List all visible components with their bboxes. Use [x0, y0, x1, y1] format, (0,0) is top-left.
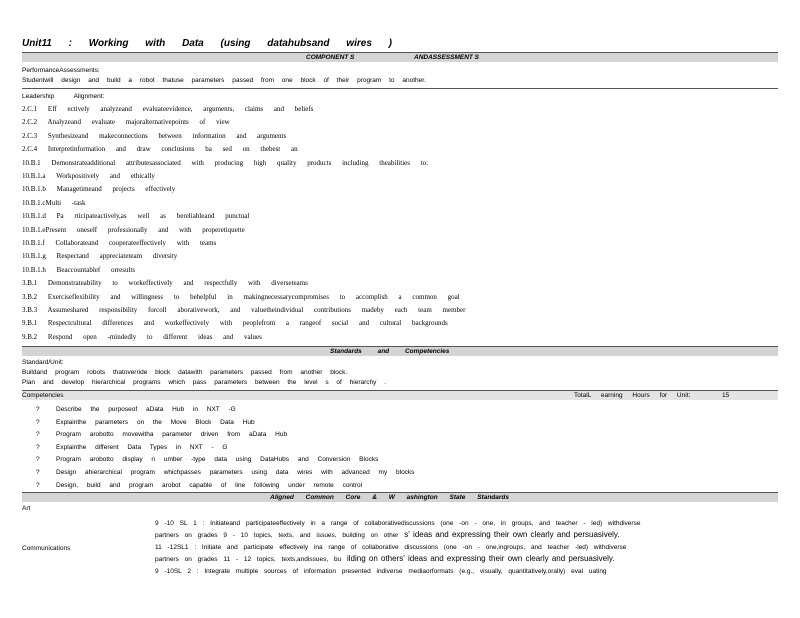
leadership-item: 10.B.1.b Managetimeand projects effectively — [22, 185, 176, 194]
leadership-item: 10.B.1.ePresent oneself professionally and with properetiquette — [22, 225, 245, 234]
standards-label: Standards and Competencies — [330, 348, 450, 355]
bullet-glyph: ? — [36, 418, 40, 426]
standard-line: Buildand program robots thatoverride block datawith parameters passed from another block. — [22, 369, 348, 376]
standard-text: 9 -10 SL 1 : Initiateand participateeffectively in a range of collaborativediscussions (one -on - one, in groups, and teacher - led) withdiverse — [155, 520, 641, 527]
divider — [22, 88, 778, 89]
aligned-standard-line — [155, 566, 780, 577]
leadership-item: 10.B.1.d Pa rticipateactively,as well as bereliableand punctual — [22, 212, 250, 221]
aligned-standard-line — [155, 518, 780, 529]
bullet-glyph: ? — [36, 456, 40, 464]
performance-text: Studentwill design and build a robot thatuse parameters passed from one block of their program to another. — [22, 77, 426, 84]
competency-item — [36, 481, 362, 491]
aligned-standards-header — [22, 492, 778, 502]
leadership-item: 3.B.1 Demonstrateability to workeffectively and respectfully with diverseteams — [22, 279, 308, 288]
aligned-label: Aligned Common Core & W ashington State Standards — [270, 494, 510, 501]
competency-text: Program arobotto movewitha parameter driven from aData Hub — [56, 431, 288, 439]
competency-text: Design, build and program arobot capable of line following under remote control — [56, 481, 363, 489]
unit-title: Unit11 : Working with Data (using datahubsand wires ) — [22, 38, 392, 49]
standard-unit-label: Standard/Unit: — [22, 359, 64, 366]
leadership-item: 10.B.1.h Beaccountablef orresults — [22, 265, 136, 274]
leadership-item: 10.B.1 Demonstrateadditional attributesassociated with producing high quality products including theabilities to: — [22, 158, 429, 167]
art-label: Art — [22, 505, 31, 512]
competencies-header — [22, 390, 778, 400]
competency-text: Describe the purposeof aData Hub in NXT -G — [56, 406, 236, 413]
competency-item — [36, 430, 287, 440]
leadership-item: 2.C.3 Synthesizeand makeconnections between information and arguments — [22, 131, 287, 140]
components-assessments-header — [22, 52, 778, 62]
standard-text: partners on grades 9 - 10 topics, texts, and issues, building on other — [155, 532, 399, 539]
standard-line: Plan and develop hierarchical programs which pass parameters between the level s of hierarchy . — [22, 379, 387, 386]
leadership-item: 10.B.1.f Collaborateand cooperateeffectively with teams — [22, 239, 217, 247]
leadership-item: 10.B.1.a Workpositively and ethically — [22, 172, 155, 180]
leadership-item: 2.C.1 Eff ectively analyzeand evaluateevidence, arguments, claims and beliefs — [22, 105, 314, 113]
competencies-label: Competencies — [22, 392, 64, 399]
communications-label: Communications — [22, 545, 71, 552]
components-label: COMPONENT S — [306, 54, 355, 61]
total-hours-label: TotalL earning Hours for Unit: — [574, 392, 691, 399]
performance-label: PerformanceAssessments: — [22, 67, 100, 74]
bullet-glyph: ? — [36, 431, 40, 439]
competency-item — [36, 443, 227, 453]
competency-item — [36, 468, 414, 478]
leadership-item: 9.B.2 Respond open -mindedly to different ideas and values — [22, 332, 262, 341]
aligned-standard-line — [155, 530, 780, 541]
aligned-standard-line — [155, 554, 780, 565]
standard-text: 9 -10SL 2 : Integrate multiple sources of information presented indiverse mediaorformats (e.g., visually, quantitatively,orally) eval uating — [155, 568, 607, 575]
standard-text: partners on grades 11 - 12 topics, texts,andissues, bu — [155, 556, 342, 563]
competency-text: Design ahierarchical program whichpasses parameters using data wires with advanced my blocks — [56, 469, 415, 476]
leadership-item: 9.B.1 Respectcultural differences and workeffectively with peoplefrom a rangeof social and cultural backgrounds — [22, 319, 448, 328]
competency-text: Explainthe parameters on the Move Block Data Hub — [56, 418, 255, 426]
leadership-item: 10.B.1.cMulti -task — [22, 198, 86, 207]
leadership-item: 2.C.2 Analyzeand evaluate majoralternativepoints of view — [22, 118, 230, 127]
competency-text: Program arobotto display n umber -type data using DataHubs and Conversion Blocks — [56, 456, 379, 464]
aligned-standard-line — [155, 542, 780, 553]
bullet-glyph: ? — [36, 406, 40, 413]
leadership-item: 3.B.3 Assumeshared responsibility forcoll aborativework, and valuetheindividual contributions madeby each team member — [22, 306, 466, 314]
leadership-item: 10.B.1.g Respectand appreciateteam diversity — [22, 252, 178, 261]
total-hours-value: 15 — [722, 392, 730, 399]
bullet-glyph: ? — [36, 469, 40, 476]
standard-text-continued: s' ideas and expressing their own clearly and persuasively. — [404, 530, 620, 539]
bullet-glyph: ? — [36, 443, 40, 451]
competency-item — [36, 405, 236, 415]
standard-text-continued: ilding on others' ideas and expressing their own clearly and persuasively. — [346, 554, 615, 563]
assessments-label: ANDASSESSMENT S — [414, 54, 480, 61]
leadership-label: Leadership Alignment: — [22, 93, 105, 100]
standard-text: 11 -12SL1 : Initiate and participate effectively ina range of collaborative discussions (one -on - one,ingroups, and teacher -led) withdiverse — [155, 544, 627, 551]
bullet-glyph: ? — [36, 481, 40, 489]
standards-competencies-header — [22, 346, 778, 356]
leadership-item: 2.C.4 Interpretinformation and draw conclusions ba sed on thebest an — [22, 145, 298, 154]
competency-item — [36, 455, 378, 465]
leadership-item: 3.B.2 Exerciseflexibility and willingness to behelpful in makingnecessarycompromises to accomplish a common goal — [22, 292, 460, 301]
competency-text: Explainthe different Data Types in NXT - G — [56, 443, 228, 451]
competency-item — [36, 418, 255, 428]
